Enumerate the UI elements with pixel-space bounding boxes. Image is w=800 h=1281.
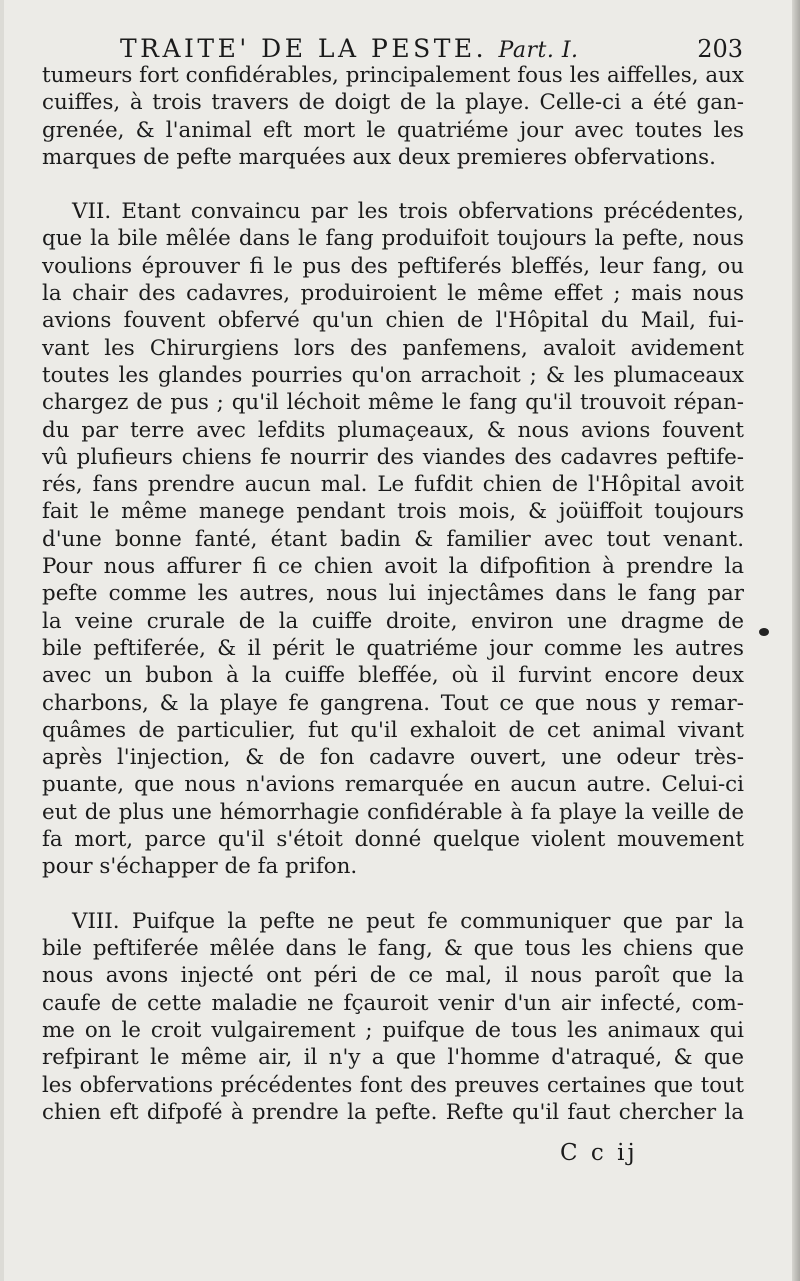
text-line: chargez de pus ; qu'il léchoit même le fang qu'il trouvoit répan- — [42, 390, 744, 416]
text-line: VII. Etant convaincu par les trois obfervations précédentes, — [72, 199, 744, 225]
signature-mark: C c ij — [560, 1140, 638, 1166]
paragraph-gap — [42, 881, 744, 908]
text-line: pefte comme les autres, nous lui injectâmes dans le fang par — [42, 581, 744, 607]
paragraph-viii — [42, 908, 744, 1126]
text-line: charbons, & la playe fe gangrena. Tout ce que nous y remar- — [42, 690, 744, 716]
text-line: voulions éprouver fi le pus des peftiferés bleffés, leur fang, ou — [42, 253, 744, 279]
text-line: quâmes de particulier, fut qu'il exhaloit de cet animal vivant — [42, 717, 744, 743]
text-line: tumeurs fort confidérables, principalement fous les aiffelles, aux — [42, 63, 744, 88]
text-line: après l'injection, & de fon cadavre ouvert, une odeur très- — [42, 745, 744, 771]
text-line: d'une bonne fanté, étant badin & familier avec tout venant. — [42, 526, 744, 552]
text-line: la chair des cadavres, produiroient le même effet ; mais nous — [42, 281, 744, 307]
body-text — [42, 62, 744, 1126]
running-title: TRAITE' DE LA PESTE. Part. I. — [120, 34, 579, 63]
text-line: pour s'échapper de fa prifon. — [42, 854, 358, 880]
text-line: me on le croit vulgairement ; puifque de tous les animaux qui — [42, 1017, 744, 1043]
paragraph-vii — [42, 198, 744, 880]
paragraph-continuation — [42, 62, 744, 171]
text-line: chien eft difpofé à prendre la pefte. Refte qu'il faut chercher la — [42, 1099, 744, 1125]
text-line: bile peftiferée, & il périt le quatriéme jour comme les autres — [42, 635, 744, 661]
text-line: du par terre avec lefdits plumaçeaux, & nous avions fouvent — [42, 417, 744, 443]
text-line: vû plufieurs chiens fe nourrir des viandes des cadavres peftife- — [42, 444, 744, 470]
text-line: toutes les glandes pourries qu'on arrachoit ; & les plumaceaux — [42, 362, 744, 388]
text-line: rés, fans prendre aucun mal. Le fufdit chien de l'Hôpital avoit — [42, 472, 744, 498]
text-line: caufe de cette maladie ne fçauroit venir d'un air infecté, com- — [42, 990, 744, 1016]
text-line: que la bile mêlée dans le fang produifoit toujours la pefte, nous — [42, 226, 744, 252]
page-edge-right — [792, 0, 800, 1281]
text-line: nous avons injecté ont péri de ce mal, il nous paroît que la — [42, 963, 744, 989]
page-edge-left — [0, 0, 4, 1281]
text-line: grenée, & l'animal eft mort le quatriéme jour avec toutes les — [42, 117, 744, 143]
text-line: fait le même manege pendant trois mois, & joüiffoit toujours — [42, 499, 744, 525]
ink-spot — [759, 628, 769, 636]
text-line: cuiffes, à trois travers de doigt de la playe. Celle-ci a été gan- — [42, 90, 744, 116]
text-line: eut de plus une hémorrhagie confidérable à fa playe la veille de — [42, 799, 744, 825]
text-line: avions fouvent obfervé qu'un chien de l'Hôpital du Mail, fui- — [42, 308, 744, 334]
running-part: Part. I. — [498, 38, 579, 63]
page-number: 203 — [697, 35, 743, 63]
text-line: marques de pefte marquées aux deux premieres obfervations. — [42, 144, 716, 170]
text-line: refpirant le même air, il n'y a que l'homme d'atraqué, & que — [42, 1045, 744, 1071]
text-line: fa mort, parce qu'il s'étoit donné quelque violent mouvement — [42, 827, 744, 853]
text-line: la veine crurale de la cuiffe droite, environ une dragme de — [42, 608, 744, 634]
paragraph-gap — [42, 171, 744, 198]
text-line: VIII. Puifque la pefte ne peut fe communiquer que par la — [72, 908, 744, 934]
text-line: vant les Chirurgiens lors des panfemens, avaloit avidement — [42, 335, 744, 361]
text-line: les obfervations précédentes font des preuves certaines que tout — [42, 1072, 744, 1098]
text-line: bile peftiferée mêlée dans le fang, & que tous les chiens que — [42, 935, 744, 961]
text-line: avec un bubon à la cuiffe bleffée, où il furvint encore deux — [42, 663, 744, 689]
text-line: puante, que nous n'avions remarquée en aucun autre. Celui-ci — [42, 772, 744, 798]
text-line: Pour nous affurer fi ce chien avoit la difpofition à prendre la — [42, 554, 744, 580]
